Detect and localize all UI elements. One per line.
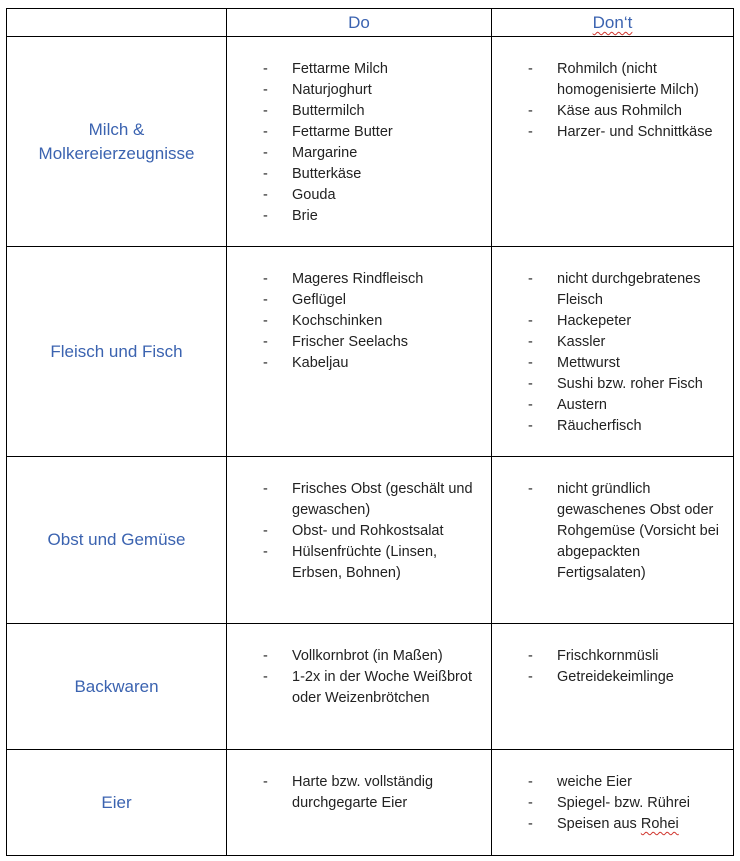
do-list xyxy=(227,457,491,596)
category-label: Backwaren xyxy=(74,676,159,696)
list-item-text: Speisen aus xyxy=(557,816,641,832)
list-item: - Sushi bzw. roher Fisch xyxy=(528,374,727,395)
list-item: - Geflügel xyxy=(263,290,485,311)
header-dont xyxy=(492,9,734,37)
category-label: Fleisch und Fisch xyxy=(50,341,183,361)
list-item: - Obst- und Rohkostsalat xyxy=(263,521,485,542)
category-line: Molkereierzeugnisse xyxy=(38,143,195,163)
category-cell xyxy=(7,457,227,624)
do-list xyxy=(227,624,491,721)
list-item: - Mettwurst xyxy=(528,353,727,374)
do-cell xyxy=(227,750,492,856)
category-cell xyxy=(7,247,227,457)
category-label: Eier xyxy=(101,792,132,812)
list-item: - Harte bzw. vollständig durchgegarte Eier xyxy=(263,772,485,814)
list-item: - nicht gründlich gewaschenes Obst oder Rohgemüse (Vorsicht bei abgepackten Fertigsalaten) xyxy=(528,479,727,584)
list-item: - Kassler xyxy=(528,332,727,353)
table-row-obst xyxy=(7,457,734,624)
do-cell xyxy=(227,37,492,247)
list-item: - Hülsenfrüchte (Linsen, Erbsen, Bohnen) xyxy=(263,542,485,584)
list-item: - 1-2x in der Woche Weißbrot oder Weizenbrötchen xyxy=(263,667,485,709)
do-cell xyxy=(227,624,492,750)
list-item: - Spiegel- bzw. Rührei xyxy=(528,793,727,814)
dont-cell xyxy=(492,37,734,247)
dont-list xyxy=(492,37,733,155)
do-list xyxy=(227,37,491,239)
list-item: - Kochschinken xyxy=(263,311,485,332)
list-item: - Frischer Seelachs xyxy=(263,332,485,353)
header-row xyxy=(7,9,734,37)
list-item: - Fettarme Milch xyxy=(263,59,485,80)
list-item: - Rohmilch (nicht homogenisierte Milch) xyxy=(528,59,727,101)
table-row-eier xyxy=(7,750,734,856)
dont-list xyxy=(492,457,733,596)
dont-cell xyxy=(492,624,734,750)
category-label xyxy=(39,118,195,166)
category-cell xyxy=(7,624,227,750)
dont-cell xyxy=(492,750,734,856)
list-item: - Getreidekeimlinge xyxy=(528,667,727,688)
category-label: Obst und Gemüse xyxy=(47,530,186,549)
table-row-backwaren xyxy=(7,624,734,750)
list-item: - Hackepeter xyxy=(528,311,727,332)
list-item: - Brie xyxy=(263,206,485,227)
list-item: - Austern xyxy=(528,395,727,416)
do-cell xyxy=(227,457,492,624)
do-list xyxy=(227,247,491,386)
header-do xyxy=(227,9,492,37)
list-item: - Räucherfisch xyxy=(528,416,727,437)
category-cell xyxy=(7,37,227,247)
do-list xyxy=(227,750,491,826)
list-item: - Frisches Obst (geschält und gewaschen) xyxy=(263,479,485,521)
list-item: - Naturjoghurt xyxy=(263,80,485,101)
do-cell xyxy=(227,247,492,457)
header-empty-cell xyxy=(7,9,227,37)
list-item: - Harzer- und Schnittkäse xyxy=(528,122,727,143)
list-item: - Fettarme Butter xyxy=(263,122,485,143)
spellcheck-word: Rohei xyxy=(640,816,679,832)
header-dont-text: Don‘t xyxy=(592,13,633,32)
list-item: - Frischkornmüsli xyxy=(528,646,727,667)
table-row-milch xyxy=(7,37,734,247)
list-item: - Butterkäse xyxy=(263,164,485,185)
do-dont-table xyxy=(6,8,734,856)
header-do-text: Do xyxy=(348,13,370,32)
dont-list xyxy=(492,247,733,449)
dont-cell xyxy=(492,247,734,457)
category-line: Milch & xyxy=(88,119,145,139)
table-row-fleisch xyxy=(7,247,734,457)
list-item xyxy=(528,814,727,835)
list-item: - Margarine xyxy=(263,143,485,164)
list-item: - Mageres Rindfleisch xyxy=(263,269,485,290)
list-item: - Kabeljau xyxy=(263,353,485,374)
list-item: - Buttermilch xyxy=(263,101,485,122)
list-item: - nicht durchgebratenes Fleisch xyxy=(528,269,727,311)
dont-list xyxy=(492,624,733,700)
list-item: - Käse aus Rohmilch xyxy=(528,101,727,122)
list-item: - Vollkornbrot (in Maßen) xyxy=(263,646,485,667)
dont-cell xyxy=(492,457,734,624)
list-item: - Gouda xyxy=(263,185,485,206)
dont-list xyxy=(492,750,733,847)
list-item: - weiche Eier xyxy=(528,772,727,793)
category-cell xyxy=(7,750,227,856)
